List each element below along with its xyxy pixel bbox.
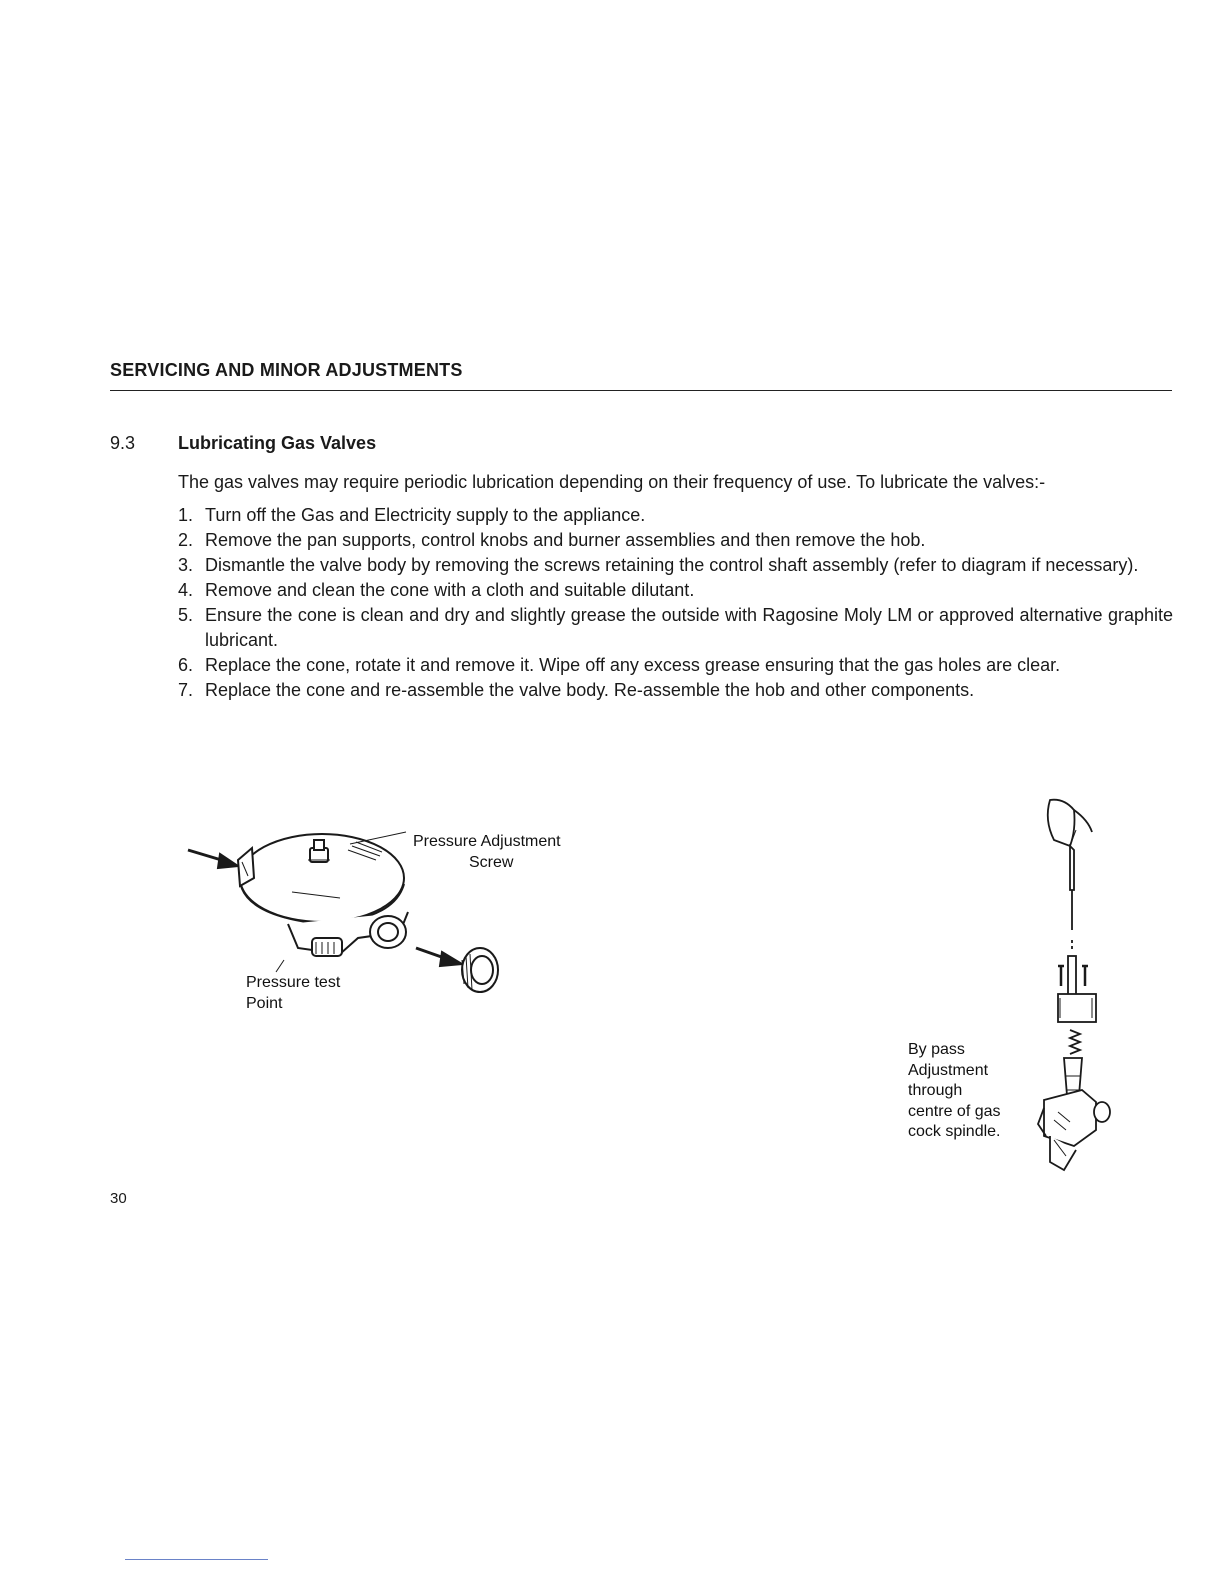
subsection-title: Lubricating Gas Valves — [178, 433, 377, 453]
step-text: Replace the cone, rotate it and remove it. Wipe off any excess grease ensuring that the gas holes are clear. — [205, 655, 1061, 675]
label-line: cock spindle. — [908, 1123, 1001, 1140]
section-heading: SERVICING AND MINOR ADJUSTMENTS — [110, 360, 463, 380]
step-number: 6. — [178, 655, 194, 675]
step-number: 7. — [178, 680, 194, 700]
step-text: Remove and clean the cone with a cloth and suitable dilutant. — [205, 580, 695, 600]
label-line: By pass — [908, 1041, 965, 1058]
label-line: Pressure Adjustment — [413, 833, 561, 850]
list-item — [178, 578, 1173, 603]
list-item — [178, 528, 1173, 553]
step-number: 1. — [178, 505, 194, 525]
step-text: Remove the pan supports, control knobs and burner assemblies and then remove the hob. — [205, 530, 926, 550]
list-item — [178, 653, 1173, 678]
intro-paragraph: The gas valves may require periodic lubrication depending on their frequency of use. To lubricate the valves:- — [178, 472, 1046, 492]
label-line: Point — [246, 995, 283, 1012]
label-pressure-adjustment-screw — [413, 831, 561, 873]
label-line: Pressure test — [246, 974, 341, 991]
step-list — [178, 503, 1173, 703]
step-text: Replace the cone and re-assemble the valve body. Re-assemble the hob and other components. — [205, 680, 975, 700]
list-item — [178, 678, 1173, 703]
label-line: Screw — [469, 854, 514, 871]
label-line: through — [908, 1082, 963, 1099]
step-number: 2. — [178, 530, 194, 550]
label-line: Adjustment — [908, 1061, 989, 1079]
footer-divider — [125, 1559, 268, 1560]
step-number: 5. — [178, 605, 194, 625]
gas-cock-spindle-illustration — [1030, 790, 1120, 1180]
step-text: Dismantle the valve body by removing the screws retaining the control shaft assembly (refer to diagram if necessary). — [205, 555, 1139, 575]
list-item — [178, 603, 1173, 653]
list-item — [178, 553, 1173, 578]
step-text: Ensure the cone is clean and dry and slightly grease the outside with Ragosine Moly LM or approved alternative graphite lubricant. — [205, 605, 1173, 650]
subsection-number: 9.3 — [110, 433, 136, 453]
label-pressure-test-point — [246, 972, 340, 1014]
page-number: 30 — [110, 1190, 127, 1207]
step-text: Turn off the Gas and Electricity supply to the appliance. — [205, 505, 646, 525]
list-item — [178, 503, 1173, 528]
step-number: 4. — [178, 580, 194, 600]
label-line: centre of gas — [908, 1102, 1001, 1120]
label-bypass-adjustment — [908, 1040, 1001, 1143]
heading-divider — [110, 390, 1172, 391]
step-number: 3. — [178, 555, 194, 575]
